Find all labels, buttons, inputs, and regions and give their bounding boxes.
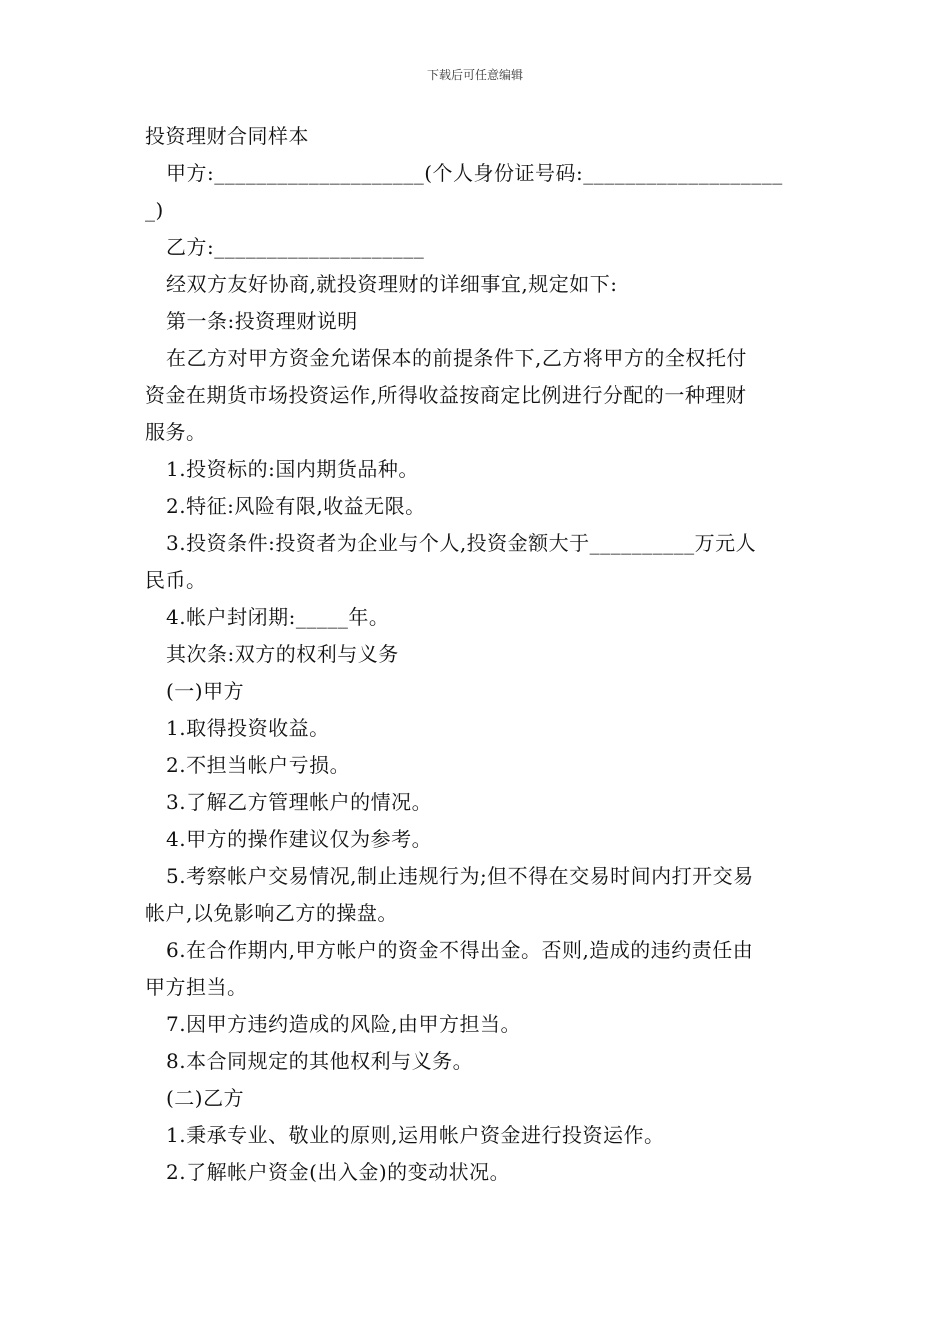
article-2-heading: 其次条:双方的权利与义务 [166,642,399,666]
article-1-item-4: 4.帐户封闭期:_____年。 [166,605,390,629]
article-1-item-3: 3.投资条件:投资者为企业与个人,投资金额大于__________万元人 [166,531,757,555]
party-a-line-continued: _) [145,198,164,222]
party-b-line: 乙方:____________________ [166,235,425,259]
party-a-section-heading: (一)甲方 [166,679,245,703]
party-a-item-6-continued: 甲方担当。 [145,975,248,999]
party-a-item-3: 3.了解乙方管理帐户的情况。 [166,790,433,814]
contract-body [145,118,810,1191]
party-a-item-4: 4.甲方的操作建议仅为参考。 [166,827,433,851]
party-b-item-2: 2.了解帐户资金(出入金)的变动状况。 [166,1160,511,1184]
party-a-line: 甲方:____________________(个人身份证号码:___________________ [166,161,783,185]
party-a-item-1: 1.取得投资收益。 [166,716,330,740]
article-1-heading: 第一条:投资理财说明 [166,309,358,333]
party-a-item-2: 2.不担当帐户亏损。 [166,753,351,777]
party-a-item-7: 7.因甲方违约造成的风险,由甲方担当。 [166,1012,521,1036]
document-title: 投资理财合同样本 [145,124,309,148]
article-1-paragraph-line-3: 服务。 [145,420,207,444]
article-1-paragraph: 在乙方对甲方资金允诺保本的前提条件下,乙方将甲方的全权托付 [166,346,747,370]
article-1-item-3-continued: 民币。 [145,568,207,592]
party-a-item-5: 5.考察帐户交易情况,制止违规行为;但不得在交易时间内打开交易 [166,864,754,888]
preamble-paragraph: 经双方友好协商,就投资理财的详细事宜,规定如下: [166,272,618,296]
article-1-item-2: 2.特征:风险有限,收益无限。 [166,494,426,518]
party-b-section-heading: (二)乙方 [166,1086,245,1110]
party-a-item-5-continued: 帐户,以免影响乙方的操盘。 [145,901,398,925]
article-1-item-1: 1.投资标的:国内期货品种。 [166,457,419,481]
party-b-item-1: 1.秉承专业、敬业的原则,运用帐户资金进行投资运作。 [166,1123,665,1147]
article-1-paragraph-line-2: 资金在期货市场投资运作,所得收益按商定比例进行分配的一种理财 [145,383,747,407]
party-a-item-8: 8.本合同规定的其他权利与义务。 [166,1049,474,1073]
party-a-item-6: 6.在合作期内,甲方帐户的资金不得出金。否则,造成的违约责任由 [166,938,754,962]
page-header-note: 下载后可任意编辑 [426,68,523,82]
